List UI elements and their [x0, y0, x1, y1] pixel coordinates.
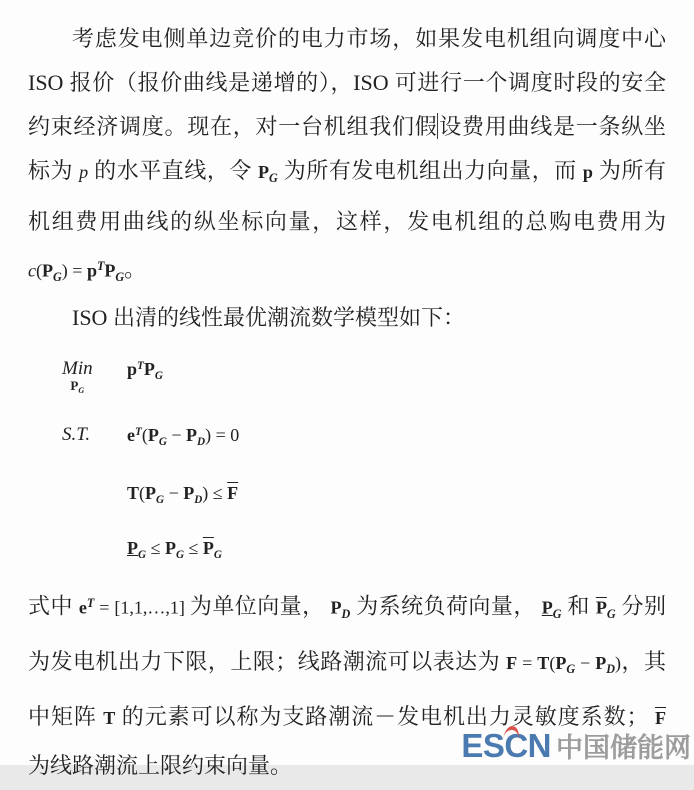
token: 和	[561, 593, 596, 619]
equation-objective	[62, 358, 163, 395]
token: ) ≤	[202, 483, 228, 503]
token: p	[127, 359, 138, 379]
token: 为系统负荷向量，	[350, 593, 542, 619]
token: T	[135, 425, 142, 438]
token: G	[269, 171, 278, 186]
token: $\overline{P}$	[202, 538, 214, 558]
token: P	[183, 483, 195, 503]
equation-line-flow-limit	[62, 482, 238, 506]
token: T	[537, 652, 550, 673]
token: p	[86, 260, 98, 281]
token: T	[86, 596, 95, 610]
escn-logo-text: ESCN	[461, 727, 551, 764]
token: Min	[62, 358, 93, 379]
token: S.T.	[62, 424, 91, 445]
min-variable	[70, 379, 84, 395]
token: G	[138, 548, 147, 561]
token: ≤	[184, 538, 203, 558]
token: ，其中矩阵	[28, 648, 666, 730]
escn-logo-cjk-text: 中国储能网	[556, 733, 691, 763]
token: 为所有机组费用曲线的纵坐标向量，这样，发电机组的总购电费用为	[28, 158, 666, 235]
token: D	[194, 493, 203, 506]
token: $\overline{F}$	[654, 708, 666, 729]
token: G	[53, 270, 62, 285]
subject-to-label	[62, 424, 127, 446]
token: G	[566, 662, 576, 677]
token: 的元素可以称为支路潮流－发电机出力灵敏度系数；	[115, 704, 655, 730]
token: T	[137, 359, 144, 372]
token: = [1,1,…,1]	[94, 597, 190, 618]
equation-power-balance	[62, 424, 239, 448]
token: P	[70, 377, 79, 393]
token: P	[257, 162, 269, 182]
output-limits-expression	[127, 537, 222, 561]
token: P	[555, 652, 567, 673]
token: 分别为发电机出力下限，上限；线路潮流可以表达为	[28, 593, 666, 674]
token: 为单位向量，	[189, 593, 331, 619]
token: 式中	[28, 593, 79, 619]
token: G	[213, 548, 222, 561]
line-flow-expression	[127, 482, 238, 506]
token: e	[127, 425, 135, 445]
token: ) = 0	[205, 425, 240, 445]
min-word	[62, 359, 93, 379]
token: G	[156, 493, 165, 506]
min-over-pg	[62, 359, 93, 395]
token: D	[197, 435, 206, 448]
power-balance-expression	[127, 424, 239, 448]
token: P	[541, 597, 553, 618]
token: 的水平直线，令	[88, 158, 258, 183]
token: 设费用曲线是一条纵坐标为	[28, 114, 666, 183]
token: =	[517, 652, 538, 673]
token: P	[127, 538, 138, 558]
token: )	[615, 652, 622, 673]
token: (	[549, 652, 556, 673]
token: T	[127, 483, 140, 503]
token: T	[103, 708, 116, 729]
token: 。	[124, 256, 147, 282]
token: F	[506, 652, 518, 673]
token: P	[186, 425, 198, 445]
token: P	[145, 483, 157, 503]
token: G	[552, 606, 562, 621]
token: P	[104, 260, 116, 281]
token: c	[28, 260, 37, 281]
token: p	[79, 162, 89, 182]
paragraph-model-intro	[28, 303, 666, 333]
token: G	[78, 385, 85, 395]
token: 为线路潮流上限约束向量。	[28, 753, 293, 779]
token: G	[606, 606, 616, 621]
token: ISO 出清的线性最优潮流数学模型如下：	[72, 305, 465, 330]
objective-expression	[127, 358, 163, 382]
token: P	[143, 359, 155, 379]
token: −	[164, 483, 184, 503]
token: P	[147, 425, 159, 445]
token: −	[166, 425, 187, 445]
token: −	[575, 652, 596, 673]
token: e	[78, 597, 87, 618]
token: P	[330, 597, 342, 618]
paragraph-intro	[28, 17, 666, 299]
token: P	[595, 652, 607, 673]
token: p	[582, 162, 593, 182]
token: P	[42, 260, 54, 281]
equation-output-limits	[62, 537, 222, 561]
token: G	[175, 548, 185, 561]
token: (	[141, 425, 148, 445]
token: G	[158, 435, 167, 448]
token: T	[97, 259, 105, 274]
escn-watermark	[461, 729, 691, 762]
token: (	[36, 260, 43, 281]
token: 考虑发电侧单边竞价的电力市场，如果发电机组向调度中心 ISO 报价（报价曲线是递增的），ISO 可进行一个调度时段的安全约束经济调度。现在，对一台机组我们假	[28, 26, 666, 139]
token: ≤	[146, 538, 165, 558]
token: $\overline{P}$	[595, 597, 607, 618]
escn-logo	[461, 729, 551, 762]
token: $\overline{F}$	[227, 483, 239, 503]
token: D	[606, 662, 615, 677]
token: (	[139, 483, 146, 503]
token: G	[115, 270, 125, 285]
objective-min-label	[62, 358, 127, 395]
token: 为所有发电机组出力向量，而	[277, 158, 583, 183]
token: P	[164, 538, 176, 558]
token: D	[341, 606, 351, 621]
token: G	[154, 369, 163, 382]
token: ) =	[61, 260, 87, 281]
